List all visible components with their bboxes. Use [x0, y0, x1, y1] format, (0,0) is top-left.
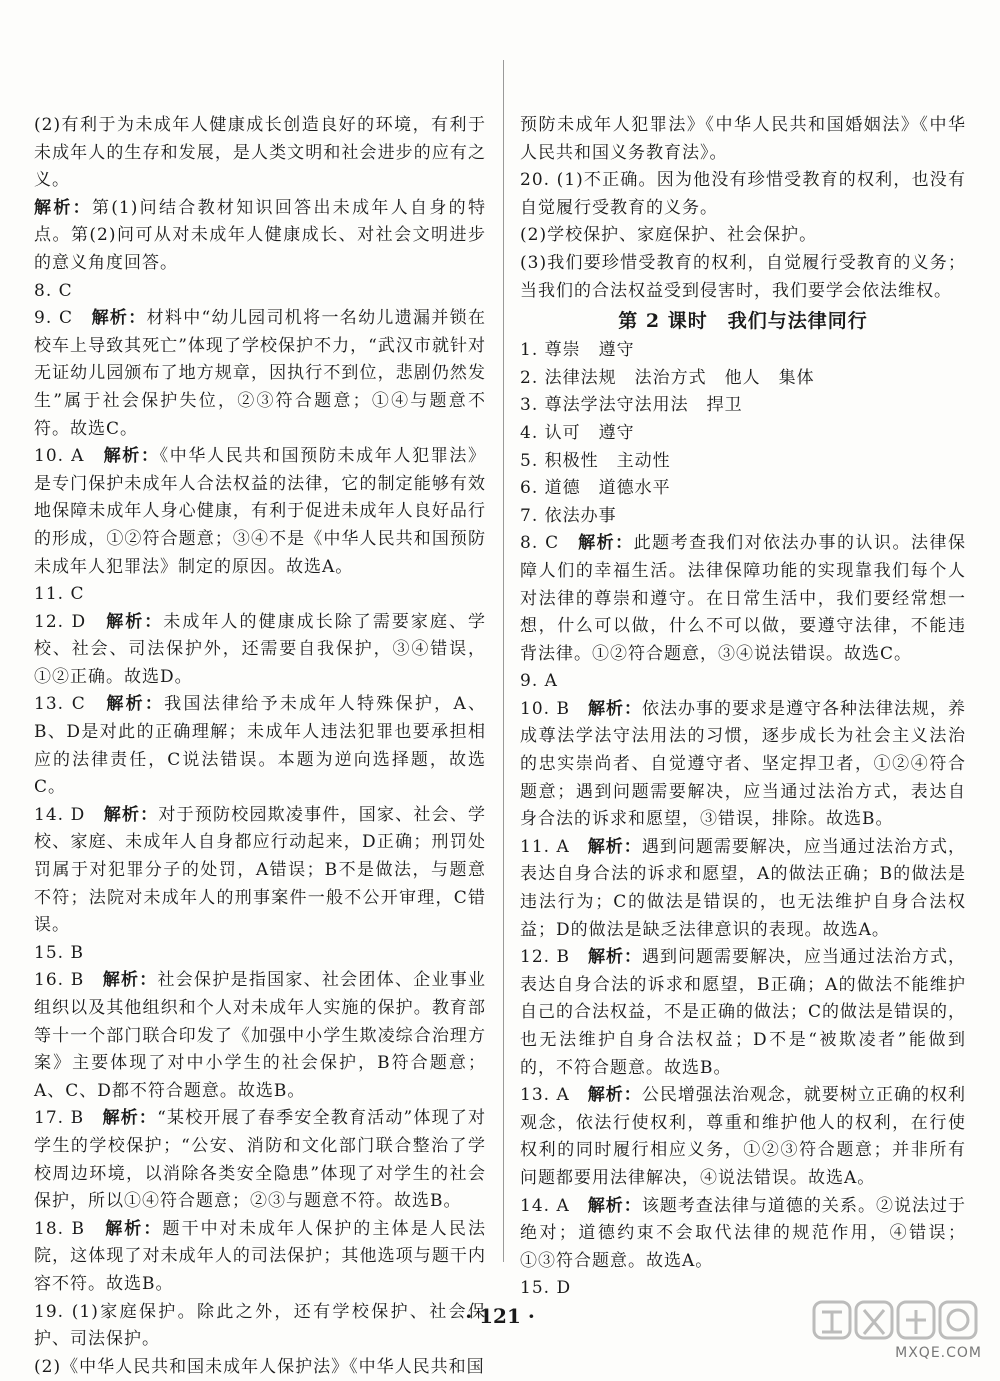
page-number: · 121 ·	[465, 1304, 535, 1328]
answer-item: (2)有利于为未成年人健康成长创造良好的环境，有利于未成年人的生存和发展，是人类文明和社会进步的应有之义。	[34, 115, 486, 191]
answer-item: 14. A 解析：该题考查法律与道德的关系。②说法过于绝对；道德约束不会取代法律的规范作用，④错误；①③符合题意。故选A。	[520, 1195, 967, 1271]
answer-item: 13. A 解析：公民增强法治观念，就要树立正确的权利观念，依法行使权利，尊重和维护他人的权利，在行使权利的同时履行相应义务，①②③符合题意；并非所有问题都要用法律解决，④说法错误。故选A。	[520, 1085, 967, 1188]
answer-item: 解析：第(1)问结合教材知识回答出未成年人自身的特点。第(2)问可从对未成年人健康成长、对社会文明进步的意义角度回答。	[34, 197, 486, 273]
column-divider-top	[503, 60, 504, 112]
answer-item: 15. B	[34, 942, 84, 963]
answer-item: 19. (1)家庭保护。除此之外，还有学校保护、社会保护、司法保护。	[34, 1301, 486, 1350]
answer-item: 6. 道德 道德水平	[520, 478, 671, 499]
answer-item: 12. B 解析：遇到问题需要解决，应当通过法治方式，表达自身合法的诉求和愿望，B正确；A的做法不能维护自己的合法权益，不是正确的做法；C的做法是错误的，也无法维护自身合法权益；D不是“被欺凌者”能做到的，不符合题意。故选B。	[520, 947, 967, 1078]
answer-item: 7. 依法办事	[520, 505, 617, 526]
answer-item: (2)《中华人民共和国未成年人保护法》《中华人民共和国	[34, 1356, 485, 1377]
answer-item: 17. B 解析：“某校开展了春季安全教育活动”体现了对学生的学校保护；“公安、消防和文化部门联合整治了学校周边环境，以消除各类安全隐患”体现了对学生的社会保护，所以①④符合题意；②③与题意不符。故选B。	[34, 1108, 487, 1212]
answer-item: 18. B 解析：题干中对未成年人保护的主体是人民法院，这体现了对未成年人的司法保护；其他选项与题干内容不符。故选B。	[34, 1218, 486, 1294]
answer-item: 20. (1)不正确。因为他没有珍惜受教育的权利，也没有自觉履行受教育的义务。	[520, 170, 966, 218]
answer-item: 9. A	[520, 671, 558, 692]
answer-item: 3. 尊法学法守法用法 捍卫	[520, 395, 743, 416]
answer-item: 4. 认可 遵守	[520, 422, 635, 443]
left-column	[34, 112, 486, 1381]
right-column	[520, 112, 966, 1303]
answer-item: 14. D 解析：对于预防校园欺凌事件，国家、社会、学校、家庭、未成年人自身都应行动起来，D正确；刑罚处罚属于对犯罪分子的处罚，A错误；B不是做法，与题意不符；法院对未成年人的刑事案件一般不公开审理，C错误。	[34, 804, 487, 936]
answer-item: 预防未成年人犯罪法》《中华人民共和国婚姻法》《中华人民共和国义务教育法》。	[520, 115, 966, 163]
answer-item: 10. B 解析：依法办事的要求是遵守各种法律法规，养成尊法学法守法用法的习惯，逐步成长为社会主义法治的忠实崇尚者、自觉遵守者、坚定捍卫者，①②④符合题意；遇到问题需要解决，应当通过法治方式，表达自身合法的诉求和愿望，③错误，排除。故选B。	[520, 698, 967, 830]
watermark-text: MXQE.COM	[895, 1345, 982, 1361]
answer-item: (2)学校保护、家庭保护、社会保护。	[520, 225, 818, 246]
answer-item: 12. D 解析：未成年人的健康成长除了需要家庭、学校、社会、司法保护外，还需要自我保护，③④错误，①②正确。故选D。	[34, 611, 487, 687]
answer-item: 5. 积极性 主动性	[520, 450, 671, 471]
answer-item: 15. D	[520, 1278, 572, 1299]
section-heading: 第 2 课时 我们与法律同行	[618, 310, 868, 333]
answer-item: 11. A 解析：遇到问题需要解决，应当通过法治方式，表达自身合法的诉求和愿望，A的做法正确；B的做法是违法行为；C的做法是错误的，也无法维护自身合法权益；D的做法是缺乏法律意识的表现。故选A。	[520, 836, 967, 940]
answer-item: 10. A 解析：《中华人民共和国预防未成年人犯罪法》是专门保护未成年人合法权益的法律，它的制定能够有效地保障未成年人身心健康，有利于促进未成年人良好品行的形成，①②符合题意；③④不是《中华人民共和国预防未成年人犯罪法》制定的原因。故选A。	[34, 446, 487, 577]
answer-item: 13. C 解析：我国法律给予未成年人特殊保护，A、B、D是对此的正确理解；未成年人违法犯罪也要承担相应的法律责任，C说法错误。本题为逆向选择题，故选C。	[34, 694, 487, 798]
answer-item: 9. C 解析：材料中“幼儿园司机将一名幼儿遗漏并锁在校车上导致其死亡”体现了学校保护不力，“武汉市就针对无证幼儿园颁布了地方规章，因执行不到位，悲剧仍然发生”属于社会保护失位，②③符合题意；①④与题意不符。故选C。	[34, 308, 486, 439]
answer-item: 1. 尊崇 遵守	[520, 340, 635, 361]
answer-item: 2. 法律法规 法治方式 他人 集体	[520, 367, 815, 388]
answer-item: (3)我们要珍惜受教育的权利，自觉履行受教育的义务；当我们的合法权益受到侵害时，我们要学会依法维权。	[520, 252, 966, 301]
answer-item: 11. C	[34, 584, 85, 605]
answer-item: 8. C 解析：此题考查我们对依法办事的认识。法律保障人们的幸福生活。法律保障功能的实现靠我们每个人对法律的尊崇和遵守。在日常生活中，我们要经常想一想，什么可以做，什么不可以做，要遵守法律，不能违背法律。①②符合题意，③④说法错误。故选C。	[520, 533, 967, 664]
column-divider	[503, 112, 504, 1262]
answer-item: 8. C	[34, 280, 73, 301]
answer-item: 16. B 解析：社会保护是指国家、社会团体、企业事业组织以及其他组织和个人对未成年人实施的保护。教育部等十一个部门联合印发了《加强中小学生欺凌综合治理方案》主要体现了对中小学生的社会保护，B符合题意；A、C、D都不符合题意。故选B。	[34, 970, 487, 1101]
